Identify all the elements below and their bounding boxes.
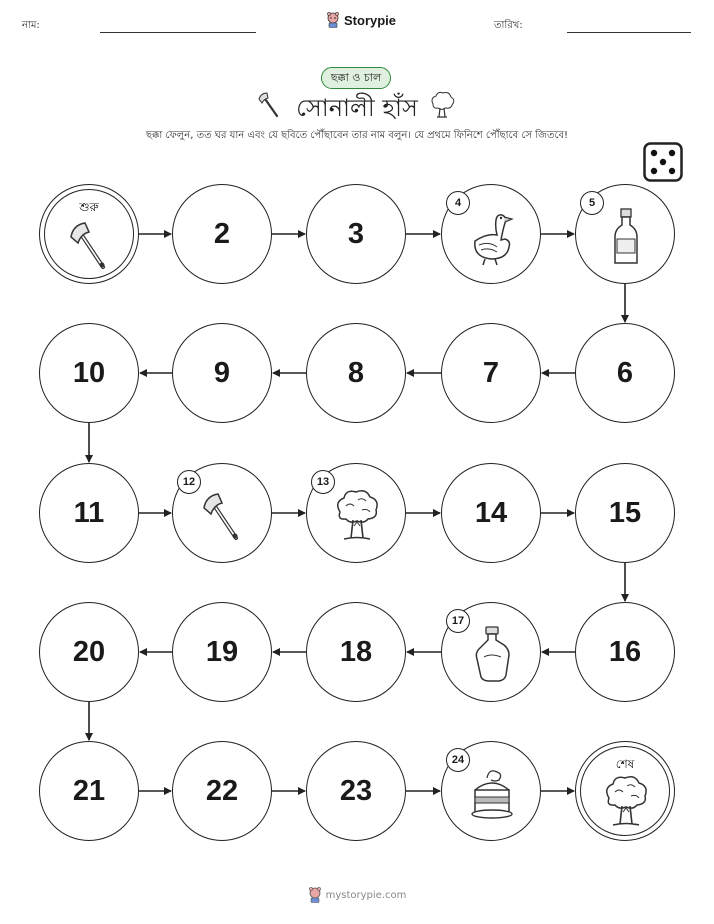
board-cell-12 (172, 463, 272, 563)
cake-icon (467, 764, 517, 824)
board-cell-4 (441, 184, 541, 284)
cell-number: 8 (347, 356, 365, 389)
cell-number: 22 (205, 774, 239, 807)
date-label: তারিখ: (494, 20, 523, 31)
cell-number: 3 (347, 217, 365, 250)
cell-number-badge: 24 (446, 748, 470, 772)
board-cell-20 (39, 602, 139, 702)
cell-number: 20 (72, 635, 106, 668)
board-cell-15 (575, 463, 675, 563)
board-cell-19 (172, 602, 272, 702)
board-cell-17 (441, 602, 541, 702)
board-cell-2 (172, 184, 272, 284)
tree-icon (332, 486, 382, 546)
name-label: নাম: (22, 20, 40, 31)
footer-site: mystorypie.com (325, 889, 407, 901)
cell-number-badge: 5 (580, 191, 604, 215)
board-cell-14 (441, 463, 541, 563)
board-cell-23 (306, 741, 406, 841)
board-cell-16 (575, 602, 675, 702)
board-cell-24 (441, 741, 541, 841)
board-cell-11 (39, 463, 139, 563)
cell-number: 6 (616, 356, 634, 389)
tree-icon (601, 772, 651, 832)
axe-icon (198, 486, 248, 546)
instructions: ছক্কা ফেলুন, তত ঘর যান এবং যে ছবিতে পৌঁছাবেন তার নাম বলুন। যে প্রথমে ফিনিশে পৌঁছাবে সে জিতবে! (145, 130, 569, 141)
board-cell-10 (39, 323, 139, 423)
game-tag: ছক্কা ও চাল (321, 67, 391, 89)
flask-icon (467, 625, 517, 685)
finish-cell (575, 741, 675, 841)
cell-number: 23 (339, 774, 373, 807)
cell-number: 10 (72, 356, 106, 389)
cell-number-badge: 13 (311, 470, 335, 494)
board-cell-3 (306, 184, 406, 284)
board-cell-22 (172, 741, 272, 841)
cell-number: 15 (608, 496, 642, 529)
footer (0, 887, 714, 903)
cell-number: 19 (205, 635, 239, 668)
board-cell-21 (39, 741, 139, 841)
cell-number-badge: 4 (446, 191, 470, 215)
bottle-icon (601, 207, 651, 267)
board-cell-18 (306, 602, 406, 702)
cell-number-badge: 17 (446, 609, 470, 633)
page-title: সোনালী হাঁস (296, 94, 418, 122)
cell-number: 14 (474, 496, 508, 529)
start-cell (39, 184, 139, 284)
board-cell-5 (575, 184, 675, 284)
board-cell-9 (172, 323, 272, 423)
cell-number: 7 (482, 356, 500, 389)
board-cell-6 (575, 323, 675, 423)
cell-number: 11 (73, 496, 105, 529)
storypie-logo-icon (308, 887, 322, 903)
cell-number: 9 (213, 356, 231, 389)
finish-label: শেষ (615, 757, 635, 771)
brand-name: Storypie (344, 12, 397, 28)
board-cell-7 (441, 323, 541, 423)
axe-icon (65, 215, 115, 275)
duck-icon (467, 207, 517, 267)
cell-number-badge: 12 (177, 470, 201, 494)
cell-number: 16 (608, 635, 642, 668)
cell-number: 18 (339, 635, 373, 668)
cell-number: 2 (213, 217, 231, 250)
start-label: শুরু (79, 200, 99, 214)
board-cell-8 (306, 323, 406, 423)
board-cell-13 (306, 463, 406, 563)
cell-number: 21 (72, 774, 106, 807)
